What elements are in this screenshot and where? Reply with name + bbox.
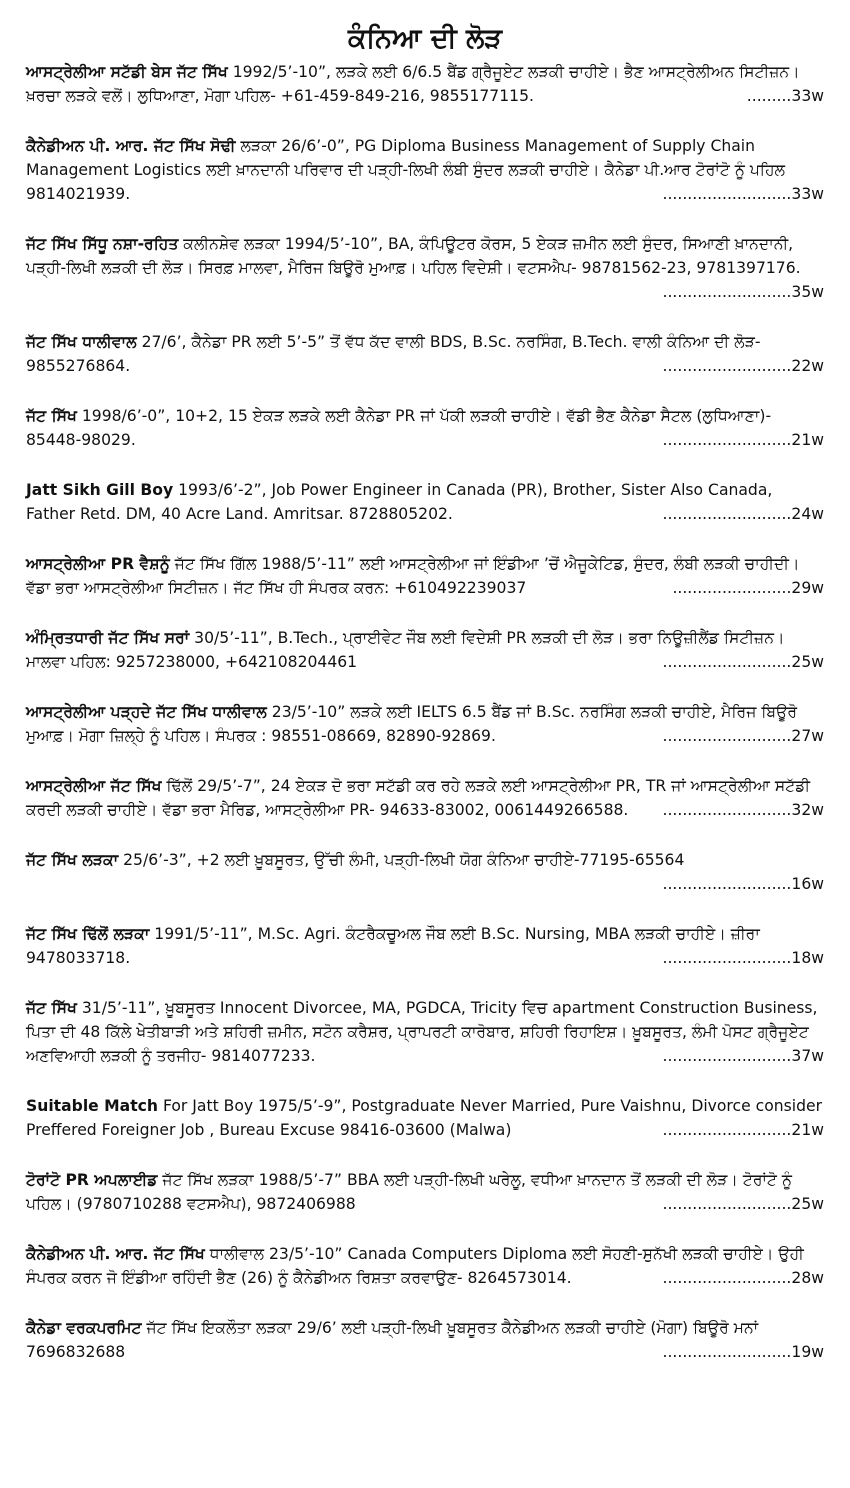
classified-ad [26,922,824,970]
ad-code: ..........................25w [657,650,824,674]
ad-text [26,700,824,748]
ad-lead: ਟੋਰਾਂਟੋ PR ਅਪਲਾਈਡ [26,1171,158,1189]
ad-text [26,1242,824,1290]
ad-text [26,330,824,378]
ad-code: .........33w [741,84,824,108]
ad-body: 30/5’-11”, B.Tech., ਪ੍ਰਾਈਵੇਟ ਜੌਬ ਲਈ ਵਿਦੇਸ਼ੀ PR ਲੜਕੀ ਦੀ ਲੋੜ। ਭਰਾ ਨਿਊਜ਼ੀਲੈਂਡ ਸਿਟੀਜ਼ਨ। ਮਾਲਵਾ ਪਹਿਲ: 9257238000, +642108204461 [26,629,785,671]
ad-lead: ਕੈਨੇਡੀਅਨ ਪੀ. ਆਰ. ਜੱਟ ਸਿੱਖ ਸੋਢੀ [26,137,236,155]
ad-body: ਕਲੀਨਸ਼ੇਵ ਲੜਕਾ 1994/5’-10”, BA, ਕੰਪਿਊਟਰ ਕੋਰਸ, 5 ਏਕੜ ਜ਼ਮੀਨ ਲਈ ਸੁੰਦਰ, ਸਿਆਣੀ ਖ਼ਾਨਦਾਨੀ, ਪੜ੍ਹੀ-ਲਿਖੀ ਲੜਕੀ ਦੀ ਲੋੜ। ਸਿਰਫ਼ ਮਾਲਵਾ, ਮੈਰਿਜ ਬਿਊਰੋ ਮੁਆਫ਼। ਪਹਿਲ ਵਿਦੇਸ਼ੀ। ਵਟਸਐਪ- 98781562-23, 9781397176. [26,235,801,277]
ad-body: 23/5’-10” ਲੜਕੇ ਲਈ IELTS 6.5 ਬੈਂਡ ਜਾਂ B.Sc. ਨਰਸਿੰਗ ਲੜਕੀ ਚਾਹੀਏ, ਮੈਰਿਜ ਬਿਊਰੋ ਮੁਆਫ਼। ਮੋਗਾ ਜ਼ਿਲ੍ਹੇ ਨੂੰ ਪਹਿਲ। ਸੰਪਰਕ : 98551-08669, 82890-92869. [26,703,798,745]
ad-text [26,996,824,1068]
classified-ad [26,134,824,206]
classified-ad [26,1316,824,1364]
ad-body: 1993/6’-2”, Job Power Engineer in Canada (PR), Brother, Sister Also Canada, Father Retd. DM, 40 Acre Land. Amritsar. 8728805202. [26,481,773,523]
ad-code: ..........................24w [657,502,824,526]
ad-lead: Jatt Sikh Gill Boy [26,481,174,499]
ad-code: ..........................18w [657,946,824,970]
page-title: ਕੰਨਿਆ ਦੀ ਲੋੜ [347,23,503,54]
classified-ad [26,626,824,674]
ad-code: ..........................25w [657,1192,824,1216]
ad-text [26,774,824,822]
ad-body: 1992/5’-10”, ਲੜਕੇ ਲਈ 6/6.5 ਬੈਂਡ ਗ੍ਰੈਜੂਏਟ ਲੜਕੀ ਚਾਹੀਏ। ਭੈਣ ਆਸਟ੍ਰੇਲੀਅਨ ਸਿਟੀਜ਼ਨ। ਖ਼ਰਚਾ ਲੜਕੇ ਵਲੋਂ। ਲੁਧਿਆਣਾ, ਮੋਗਾ ਪਹਿਲ- +61-459-849-216, 9855177115. [26,63,800,105]
ad-lead: ਆਸਟ੍ਰੇਲੀਆ PR ਵੈਸ਼ਨੂੰ [26,555,170,573]
ad-body: ਜੱਟ ਸਿੱਖ ਇਕਲੌਤਾ ਲੜਕਾ 29/6’ ਲਈ ਪੜ੍ਹੀ-ਲਿਖੀ ਖ਼ੂਬਸੂਰਤ ਕੈਨੇਡੀਅਨ ਲੜਕੀ ਚਾਹੀਏ (ਮੋਗਾ) ਬਿਊਰੋ ਮਨਾਂ 7696832688 [26,1319,759,1361]
classified-ad [26,478,824,526]
ad-lead: Suitable Match [26,1097,159,1115]
classified-ad [26,996,824,1068]
classified-ad [26,700,824,748]
ad-code: ..........................32w [657,798,824,822]
ad-text [26,922,824,970]
ad-code: ..........................37w [657,1044,824,1068]
ad-text [26,626,824,674]
ad-body: ਧਾਲੀਵਾਲ 23/5’-10” Canada Computers Diploma ਲਈ ਸੋਹਣੀ-ਸੁਨੱਖੀ ਲੜਕੀ ਚਾਹੀਏ। ਉਹੀ ਸੰਪਰਕ ਕਰਨ ਜੋ ਇੰਡੀਆ ਰਹਿੰਦੀ ਭੈਣ (26) ਨੂੰ ਕੈਨੇਡੀਅਨ ਰਿਸ਼ਤਾ ਕਰਵਾਉਣ- 8264573014. [26,1245,804,1287]
ad-lead: ਆਸਟ੍ਰੇਲੀਆ ਪੜ੍ਹਦੇ ਜੱਟ ਸਿੱਖ ਧਾਲੀਵਾਲ [26,703,267,721]
ad-body: 25/6’-3”, +2 ਲਈ ਖ਼ੂਬਸੂਰਤ, ਉੱਚੀ ਲੰਮੀ, ਪੜ੍ਹੀ-ਲਿਖੀ ਯੋਗ ਕੰਨਿਆ ਚਾਹੀਏ-77195-65564 [118,851,685,869]
classified-ad [26,848,824,896]
ad-code: ........................29w [666,576,824,600]
ad-body: 1991/5’-11”, M.Sc. Agri. ਕੰਟਰੈਕਚੂਅਲ ਜੌਬ ਲਈ B.Sc. Nursing, MBA ਲੜਕੀ ਚਾਹੀਏ। ਜ਼ੀਰਾ 9478033718. [26,925,760,967]
classified-ad [26,1094,824,1142]
classified-ad [26,404,824,452]
ad-lead: ਜੱਟ ਸਿੱਖ ਲੜਕਾ [26,851,119,869]
ad-code: ..........................16w [657,872,824,896]
ad-text [26,232,824,301]
ad-text [26,1316,824,1364]
ad-text [26,1168,824,1216]
ad-lead: ਜੱਟ ਸਿੱਖ [26,999,77,1017]
ad-code: ..........................21w [657,428,824,452]
classified-ad [26,232,824,304]
ad-body: For Jatt Boy 1975/5’-9”, Postgraduate Never Married, Pure Vaishnu, Divorce consider Preffered Foreigner Job , Bureau Excuse 98416-03600 (Malwa) [26,1097,822,1139]
ad-body: ਢਿੱਲੋਂ 29/5’-7”, 24 ਏਕੜ ਦੋ ਭਰਾ ਸਟੱਡੀ ਕਰ ਰਹੇ ਲੜਕੇ ਲਈ ਆਸਟ੍ਰੇਲੀਆ PR, TR ਜਾਂ ਆਸਟ੍ਰੇਲੀਆ ਸਟੱਡੀ ਕਰਦੀ ਲੜਕੀ ਚਾਹੀਏ। ਵੱਡਾ ਭਰਾ ਮੈਰਿਡ, ਆਸਟ੍ਰੇਲੀਆ PR- 94633-83002, 0061449266588. [26,777,811,819]
classified-ad [26,774,824,822]
ad-lead: ਅੰਮ੍ਰਿਤਧਾਰੀ ਜੱਟ ਸਿੱਖ ਸਰਾਂ [26,629,190,647]
ad-code: ..........................35w [657,280,824,304]
ad-lead: ਆਸਟ੍ਰੇਲੀਆ ਸਟੱਡੀ ਬੇਸ ਜੱਟ ਸਿੱਖ [26,63,228,81]
ad-lead: ਜੱਟ ਸਿੱਖ ਧਾਲੀਵਾਲ [26,333,137,351]
ad-code: ..........................22w [657,354,824,378]
ad-text [26,1094,824,1142]
ad-lead: ਕੈਨੇਡਾ ਵਰਕਪਰਮਿਟ [26,1319,142,1337]
ad-text [26,552,824,600]
ad-lead: ਕੈਨੇਡੀਅਨ ਪੀ. ਆਰ. ਜੱਟ ਸਿੱਖ [26,1245,205,1263]
ad-code: ..........................33w [657,182,824,206]
ad-code: ..........................28w [657,1266,824,1290]
ad-lead: ਆਸਟ੍ਰੇਲੀਆ ਜੱਟ ਸਿੱਖ [26,777,162,795]
ads-list [26,60,824,1364]
ad-body: ਲੜਕਾ 26/6’-0”, PG Diploma Business Management of Supply Chain Management Logistics ਲਈ ਖ਼ਾਨਦਾਨੀ ਪਰਿਵਾਰ ਦੀ ਪੜ੍ਹੀ-ਲਿਖੀ ਲੰਬੀ ਸੁੰਦਰ ਲੜਕੀ ਚਾਹੀਏ। ਕੈਨੇਡਾ ਪੀ.ਆਰ ਟੋਰਾਂਟੋ ਨੂੰ ਪਹਿਲ 9814021939. [26,137,786,203]
ad-text [26,478,824,526]
ad-body: 31/5’-11”, ਖ਼ੂਬਸੂਰਤ Innocent Divorcee, MA, PGDCA, Tricity ਵਿਚ apartment Construction Business, ਪਿਤਾ ਦੀ 48 ਕਿੱਲੇ ਖੇਤੀਬਾੜੀ ਅਤੇ ਸ਼ਹਿਰੀ ਜ਼ਮੀਨ, ਸਟੋਨ ਕਰੈਸ਼ਰ, ਪ੍ਰਾਪਰਟੀ ਕਾਰੋਬਾਰ, ਸ਼ਹਿਰੀ ਰਿਹਾਇਸ਼। ਖ਼ੂਬਸੂਰਤ, ਲੰਮੀ ਪੋਸਟ ਗ੍ਰੈਜੂਏਟ ਅਣਵਿਆਹੀ ਲੜਕੀ ਨੂੰ ਤਰਜੀਹ- 9814077233. [26,999,818,1065]
ad-text [26,134,824,206]
ad-text [26,404,824,452]
ad-body: 27/6’, ਕੈਨੇਡਾ PR ਲਈ 5’-5” ਤੋਂ ਵੱਧ ਕੱਦ ਵਾਲੀ BDS, B.Sc. ਨਰਸਿੰਗ, B.Tech. ਵਾਲੀ ਕੰਨਿਆ ਦੀ ਲੋੜ- 9855276864. [26,333,761,375]
classified-ad [26,1242,824,1290]
ad-lead: ਜੱਟ ਸਿੱਖ [26,407,77,425]
ad-text [26,848,824,893]
ad-body: ਜੱਟ ਸਿੱਖ ਲੜਕਾ 1988/5’-7” BBA ਲਈ ਪੜ੍ਹੀ-ਲਿਖੀ ਘਰੇਲੂ, ਵਧੀਆ ਖ਼ਾਨਦਾਨ ਤੋਂ ਲੜਕੀ ਦੀ ਲੋੜ। ਟੋਰਾਂਟੋ ਨੂੰ ਪਹਿਲ। (9780710288 ਵਟਸਐਪ), 9872406988 [26,1171,793,1213]
classified-ad [26,330,824,378]
ad-code: ..........................19w [657,1340,824,1364]
classified-ad [26,60,824,108]
ad-text [26,60,824,108]
ad-body: ਜੱਟ ਸਿੱਖ ਗਿੱਲ 1988/5’-11” ਲਈ ਆਸਟ੍ਰੇਲੀਆ ਜਾਂ ਇੰਡੀਆ ’ਚੋਂ ਐਜੂਕੇਟਿਡ, ਸੁੰਦਰ, ਲੰਬੀ ਲੜਕੀ ਚਾਹੀਦੀ। ਵੱਡਾ ਭਰਾ ਆਸਟ੍ਰੇਲੀਆ ਸਿਟੀਜ਼ਨ। ਜੱਟ ਸਿੱਖ ਹੀ ਸੰਪਰਕ ਕਰਨ: +610492239037 [26,555,800,597]
ad-body: 1998/6’-0”, 10+2, 15 ਏਕੜ ਲੜਕੇ ਲਈ ਕੈਨੇਡਾ PR ਜਾਂ ਪੱਕੀ ਲੜਕੀ ਚਾਹੀਏ। ਵੱਡੀ ਭੈਣ ਕੈਨੇਡਾ ਸੈਟਲ (ਲੁਧਿਆਣਾ)- 85448-98029. [26,407,772,449]
classified-ad [26,1168,824,1216]
ad-lead: ਜੱਟ ਸਿੱਖ ਢਿੱਲੋਂ ਲੜਕਾ [26,925,150,943]
ad-lead: ਜੱਟ ਸਿੱਖ ਸਿੱਧੂ ਨਸ਼ਾ-ਰਹਿਤ [26,235,179,253]
ad-code: ..........................27w [657,724,824,748]
classified-ad [26,552,824,600]
ad-code: ..........................21w [657,1118,824,1142]
